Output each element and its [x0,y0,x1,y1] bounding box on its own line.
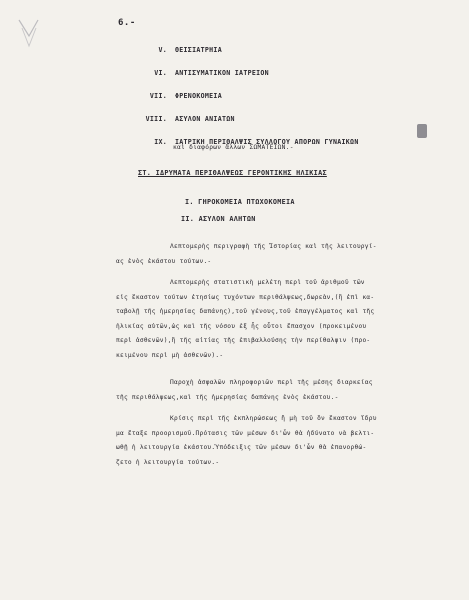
paragraph [116,240,442,269]
paragraph-line: Λεπτομερὴς στατιστικὴ μελέτη περὶ τοῦ ἀριθμοῦ τῶν [170,279,365,286]
paragraph-line: ας ἑνὸς ἑκάστου τούτων.- [116,257,212,265]
list-note: καὶ διαφόρων ἄλλων ΣΩΜΑΤΕΙΩΝ.- [173,144,294,151]
paragraph [116,276,442,364]
list-item-number: VI. [154,69,167,77]
list-item [141,92,222,100]
paragraph-line: ἡλικίας αὐτῶν,ὡς καὶ τῆς νόσου ἐξ ἧς οὗτοι ἔπασχον (προκειμένου [116,322,367,330]
paragraph-line: περὶ ἀσθενῶν),ἢ τῆς αἰτίας τῆς ἐπιβαλλούσης τὴν περίθαλψιν (προ- [116,337,371,345]
paragraph-line: μα ἔταξε προορισμοῦ.Πρότασις τῶν μέσων δι'ὧν θὰ ἠδύνατο νὰ βελτι- [116,429,375,437]
paragraph-line: ωθῇ ἡ λειτουργία ἑκάστου.Ὑπόδειξις τῶν μέσων δι'ὧν θὰ ἐπανορθώ- [116,444,367,452]
paragraph-line: ζετο ἡ λειτουργία τούτων.- [116,458,220,466]
list-item [141,115,235,123]
section-heading: ΣΤ. ΙΔΡΥΜΑΤΑ ΠΕΡΙΘΑΛΨΕΩΣ ΓΕΡΟΝΤΙΚΗΣ ΗΛΙΚΙΑΣ [138,169,327,177]
list-item-text: ΑΣΥΛΟΝ ΑΝΙΑΤΩΝ [175,115,235,123]
sub-heading: I. ΓΗΡΟΚΟΜΕΙΑ ΠΤΩΧΟΚΟΜΕΙΑ [185,198,295,206]
corner-stamp-mark [16,16,42,54]
paragraph-line: τῆς περιθάλψεως,καὶ τῆς ἡμερησίας δαπάνης ἑνὸς ἑκάστου.- [116,393,339,401]
paragraph-line: ταβολῇ τῆς ἡμερησίας δαπάνης),τοῦ γένους,τοῦ ἐπαγγέλματος καὶ τῆς [116,308,375,316]
sub-heading: II. ΑΣΥΛΟΝ ΑΛΗΤΩΝ [181,215,256,223]
paragraph-line: Παροχὴ ἀσφαλῶν πληροφοριῶν περὶ τῆς μέσης διαρκείας [170,379,373,386]
list-item-number: VIII. [145,115,167,123]
list-item [141,69,269,77]
paragraph [116,376,442,405]
list-item-number: VII. [149,92,167,100]
list-item-text: ΙΑΤΡΙΚΗ ΠΕΡΙΘΑΛΨΙΣ ΣΥΛΛΟΓΟΥ ΑΠΟΡΩΝ ΓΥΝΑΙΚΩΝ [175,138,359,146]
ink-blot [417,124,427,138]
list-item-text: ΘΕΙΣΙΑΤΡΗΙΑ [175,46,222,54]
list-item [141,46,222,54]
paragraph [116,412,442,470]
list-item-number: V. [158,46,167,54]
page-number: 6.- [118,18,136,28]
paragraph-line: εἰς ἕκαστον τούτων ἐτησίως τυχόντων περιθάλψεως,δωρεὰν,(ἢ ἐπὶ κα- [116,293,375,301]
list-item-text: ΑΝΤΙΣΥΜΑΤΙΚΟΝ ΙΑΤΡΕΙΟΝ [175,69,269,77]
paragraph-line: κειμένου περὶ μὴ ἀσθενῶν).- [116,351,224,359]
list-item-text: ΦΡΕΝΟΚΟΜΕΙΑ [175,92,222,100]
list-item-number: IX. [154,138,167,146]
paragraph-line: Κρίσις περὶ τῆς ἐκπληρώσεως ἢ μὴ τοῦ ὃν ἕκαστον ἵδρυ [170,415,377,422]
paragraph-line: Λεπτομερὴς περιγραφὴ τῆς Ἱστορίας καὶ τῆς λειτουργί- [170,243,377,250]
